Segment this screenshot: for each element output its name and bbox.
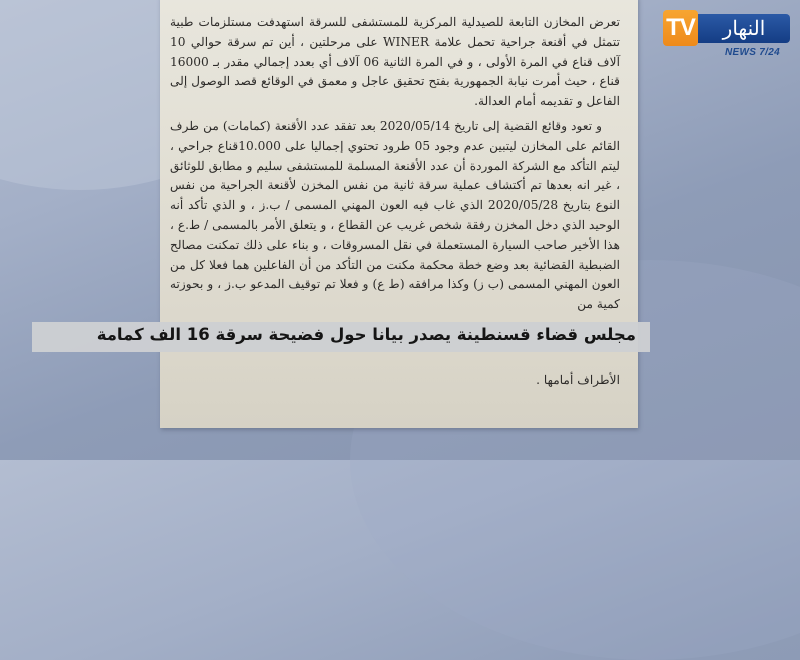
tv-logo-icon: TV <box>663 10 698 46</box>
document-closing-line: الأطراف أمامها . <box>536 373 620 387</box>
document-paragraph-1: تعرض المخازن التابعة للصيدلية المركزية للمستشفى للسرقة استهدفت مستلزمات طبية تتمثل في أقنعة جراحية تحمل علامة WINER على مرحلتين ، أين تم سرقة حوالي 10 آلاف قناع في المرة الأولى ، و في المرة الثانية 06 آلاف أي بعدد إجمالي مقدر بـ 16000 قناع ، حيث أمرت نيابة الجمهورية بفتح تحقيق عاجل و معمق في الوقائع قصد الوصول إلى الفاعل و تقديمه أمام العدالة. <box>170 15 620 109</box>
news-headline-text: مجلس قضاء قسنطينة يصدر بيانا حول فضيحة سرقة 16 الف كمامة <box>96 325 636 344</box>
document-body <box>170 13 620 320</box>
channel-logo <box>663 10 791 60</box>
document-paper <box>160 0 638 428</box>
channel-tagline: NEWS 7/24 <box>725 47 780 58</box>
channel-name: النهار <box>698 14 790 43</box>
document-paragraph-2: و تعود وقائع القضية إلى تاريخ 2020/05/14 بعد تفقد عدد الأقنعة (كمامات) من طرف القائم على المخازن ليتبين عدم وجود 05 طرود تحتوي إجماليا على 10.000قناع جراحي ، ليتم التأكد مع الشركة الموردة أن عدد الأقنعة المسلمة للمستشفى سليم و مطابق للوثائق ، غير انه بعدها تم أكتشاف عملية سرقة ثانية من نفس المخزن لأقنعة الجراحية من نفس النوع بتاريخ 2020/05/28 الذي غاب فيه العون المهني المسمى / ب.ز ، و الذي تأكد أنه الوحيد الذي دخل المخزن رفقة شخص غريب عن القطاع ، و يتعلق الأمر بالمسمى / ط.ع ، هذا الأخير صاحب السيارة المستعملة في نقل المسروقات ، و بناء على ذلك تمكنت مصالح الضبطية القضائية بعد وضع خطة محكمة مكنت من التأكد من أن الفاعلين هما فعلا كل من العون المهني المسمى (ب ز) وكذا مرافقه (ط ع) و فعلا تم توقيف المدعو ب.ز ، و بحوزته كمية من <box>170 118 620 312</box>
news-headline-bar <box>32 322 650 352</box>
